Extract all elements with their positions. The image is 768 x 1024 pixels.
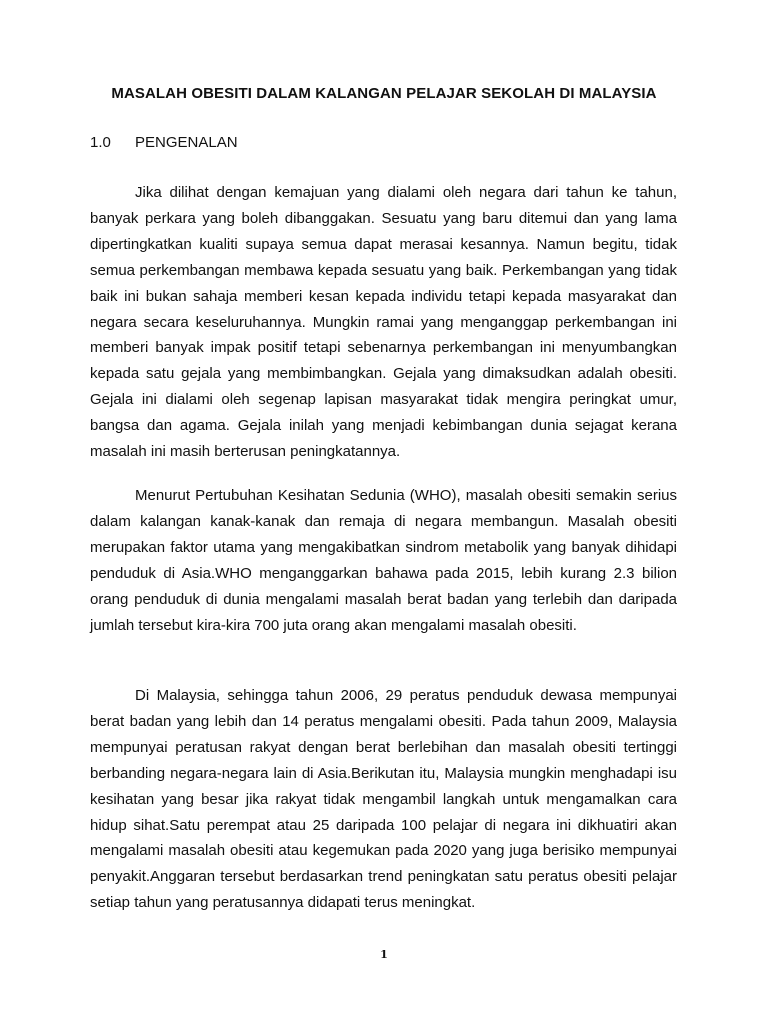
page-number: 1 [380, 948, 388, 961]
paragraph-who: Menurut Pertubuhan Kesihatan Sedunia (WHO), masalah obesiti semakin serius dalam kalangan kanak-kanak dan remaja di negara membangun. Masalah obesiti merupakan faktor utama yang mengakibatkan sindrom metabolik yang banyak dihidapi penduduk di Asia.WHO menganggarkan bahawa pada 2015, lebih kurang 2.3 bilion orang penduduk di dunia mengalami masalah berat badan yang terlebih dan daripada jumlah tersebut kira-kira 700 juta orang akan mengalami masalah obesiti. [90, 487, 677, 634]
paragraph-malaysia: Di Malaysia, sehingga tahun 2006, 29 peratus penduduk dewasa mempunyai berat badan yang lebih dan 14 peratus mengalami obesiti. Pada tahun 2009, Malaysia mempunyai peratusan rakyat dengan berat berlebihan dan masalah obesiti tertinggi berbanding negara-negara lain di Asia.Berikutan itu, Malaysia mungkin menghadapi isu kesihatan yang besar jika rakyat tidak mengambil langkah untuk mengamalkan cara hidup sihat.Satu perempat atau 25 daripada 100 pelajar di negara ini dikhuatiri akan mengalami masalah obesiti atau kegemukan pada 2020 yang juga berisiko mempunyai penyakit.Anggaran tersebut berdasarkan trend peningkatan satu peratus obesiti pelajar setiap tahun yang peratusannya didapati terus meningkat. [90, 687, 677, 912]
document-title: MASALAH OBESITI DALAM KALANGAN PELAJAR SEKOLAH DI MALAYSIA [111, 85, 657, 102]
paragraph-introduction: Jika dilihat dengan kemajuan yang dialami oleh negara dari tahun ke tahun, banyak perkara yang boleh dibanggakan. Sesuatu yang baru ditemui dan yang lama dipertingkatkan kualiti supaya semua dapat merasai kesannya. Namun begitu, tidak semua perkembangan membawa kepada sesuatu yang baik. Perkembangan yang tidak baik ini bukan sahaja memberi kesan kepada individu tetapi kepada masyarakat dan negara secara keseluruhannya. Mungkin ramai yang menganggap perkembangan ini memberi banyak impak positif tetapi sebenarnya perkembangan ini menyumbangkan kepada satu gejala yang membimbangkan. Gejala yang dimaksudkan adalah obesiti. Gejala ini dialami oleh segenap lapisan masyarakat tidak mengira peringkat umur, bangsa dan agama. Gejala inilah yang menjadi kebimbangan dunia sejagat kerana masalah ini masih berterusan peningkatannya. [90, 184, 677, 461]
section-title: PENGENALAN [135, 134, 238, 151]
section-number: 1.0 [90, 134, 111, 151]
section-heading [90, 134, 238, 151]
